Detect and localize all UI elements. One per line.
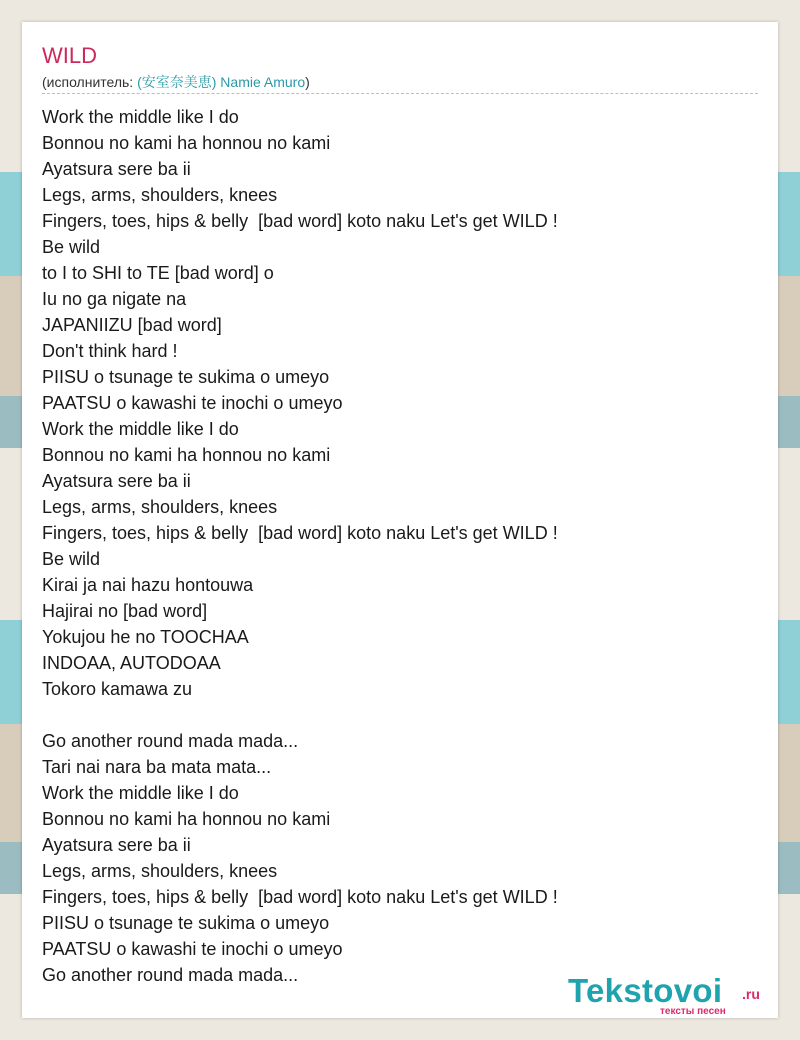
lyric-line: Bonnou no kami ha honnou no kami [42,133,331,153]
lyric-line: Be wild [42,237,101,257]
lyric-line: PIISU o tsunage te sukima o umeyo [42,913,330,933]
lyric-line: Go another round mada mada... [42,731,299,751]
lyric-line: Work the middle like I do [42,107,239,127]
lyric-line: PIISU o tsunage te sukima o umeyo [42,367,330,387]
lyric-line: JAPANIIZU [bad word] [42,315,222,335]
lyric-line: INDOAA, AUTODOAA [42,653,221,673]
logo-subtitle: тексты песен [660,1006,726,1017]
lyric-line: Ayatsura sere ba ii [42,471,191,491]
logo-word: Tekstovoi [568,972,723,1009]
lyric-line: Be wild [42,549,101,569]
song-title: WILD [42,43,97,68]
lyric-line: Ayatsura sere ba ii [42,835,191,855]
lyric-line: Iu no ga nigate na [42,289,187,309]
artist-prefix: (исполнитель: [42,74,138,90]
lyrics-text [42,104,758,988]
lyric-line: Bonnou no kami ha honnou no kami [42,445,331,465]
lyric-line: PAATSU o kawashi te inochi o umeyo [42,939,343,959]
lyric-line: Hajirai no [bad word] [42,601,208,621]
lyric-line: Don't think hard ! [42,341,178,361]
artist-link[interactable]: (安室奈美恵) Namie Amuro [137,74,306,90]
lyric-line: Bonnou no kami ha honnou no kami [42,809,331,829]
lyric-line: Kirai ja nai hazu hontouwa [42,575,254,595]
lyric-line: Work the middle like I do [42,783,239,803]
lyric-line: Go another round mada mada... [42,965,299,985]
lyric-line [42,702,758,728]
lyric-line: Ayatsura sere ba ii [42,159,191,179]
lyric-line: Work the middle like I do [42,419,239,439]
lyric-line: Legs, arms, shoulders, knees [42,497,278,517]
lyric-line: Fingers, toes, hips & belly [bad word] koto naku Let's get WILD ! [42,523,558,543]
lyric-line: to I to SHI to TE [bad word] o [42,263,274,283]
lyrics-card [22,22,778,1018]
lyric-line: Tari nai nara ba mata mata... [42,757,272,777]
lyric-line: Yokujou he no TOOCHAA [42,627,249,647]
lyric-line: PAATSU o kawashi te inochi o umeyo [42,393,343,413]
lyric-line: Legs, arms, shoulders, knees [42,185,278,205]
lyric-line: Tokoro kamawa zu [42,679,193,699]
lyric-line: Fingers, toes, hips & belly [bad word] koto naku Let's get WILD ! [42,887,558,907]
lyric-line: Fingers, toes, hips & belly [bad word] koto naku Let's get WILD ! [42,211,558,231]
artist-line [42,73,758,94]
logo-tld: .ru [742,986,760,1002]
lyric-line: Legs, arms, shoulders, knees [42,861,278,881]
tekstovoi-logo[interactable] [568,972,778,1018]
artist-suffix: ) [305,74,310,90]
